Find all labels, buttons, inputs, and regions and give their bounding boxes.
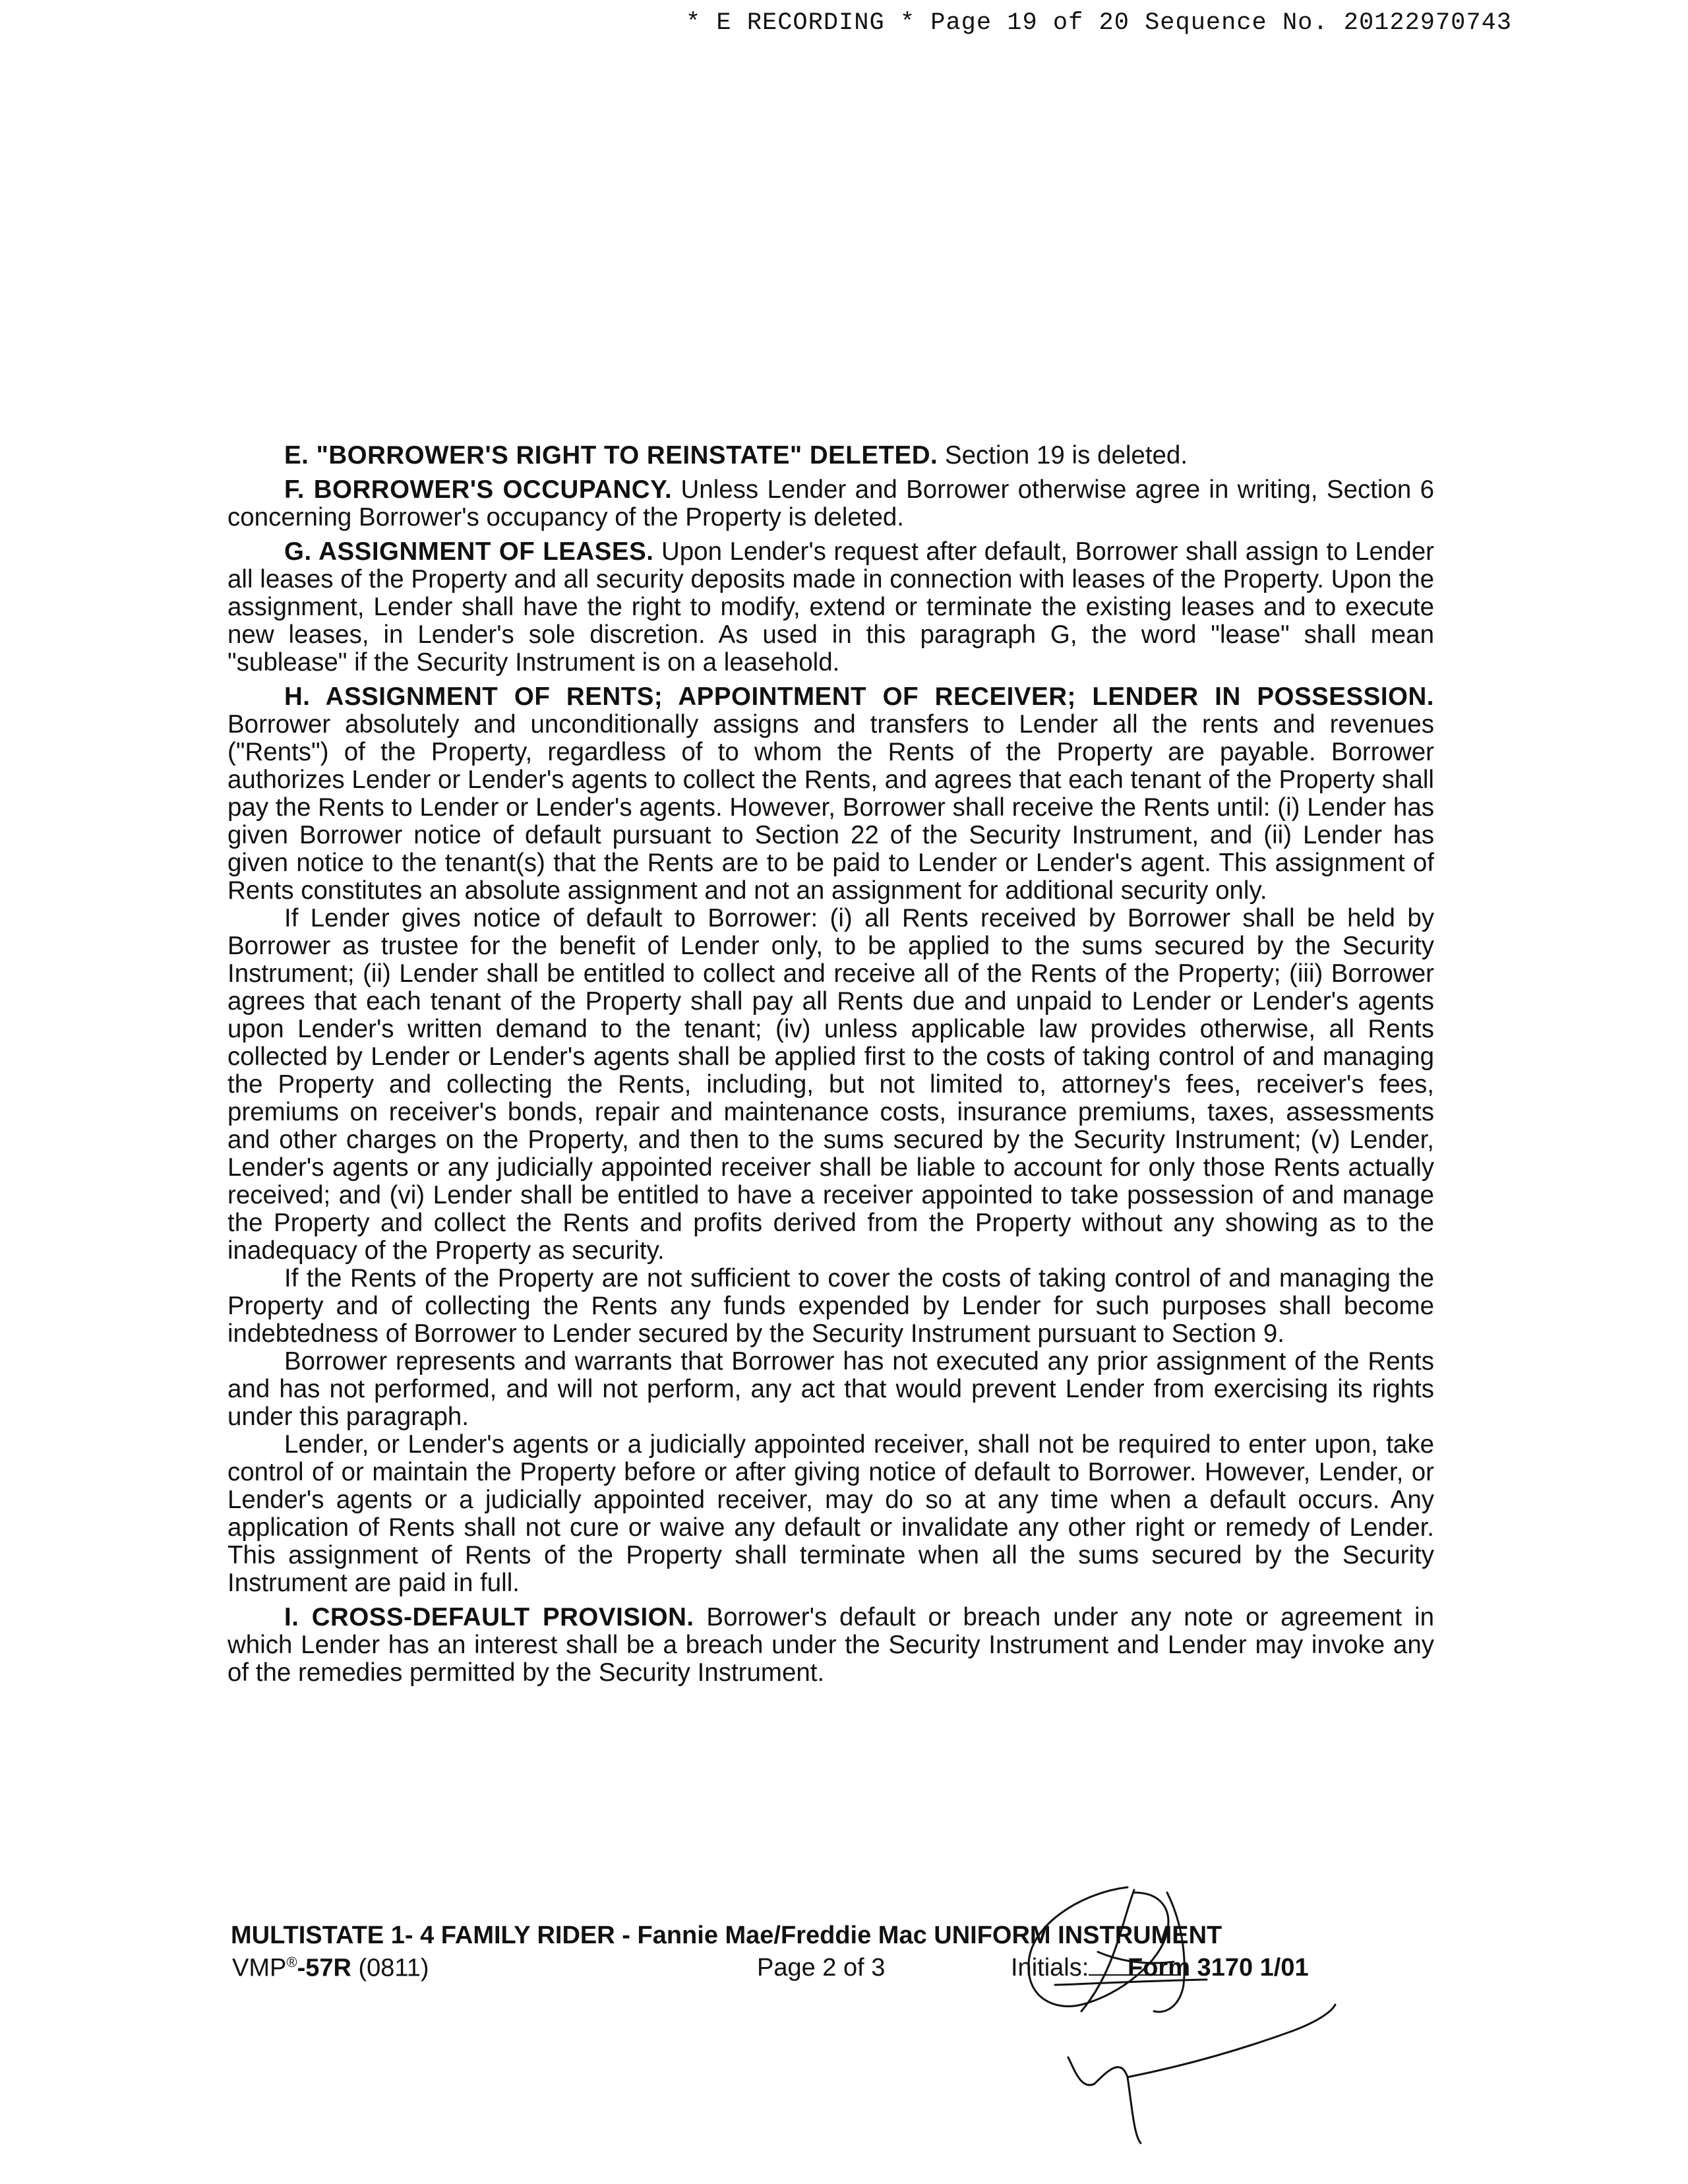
form-footer-line2 (231, 1954, 1444, 1986)
vmp-registered-mark: ® (286, 1954, 297, 1970)
form-title-rest: - Fannie Mae/Freddie Mac UNIFORM INSTRUMENT (615, 1922, 1222, 1949)
form-footer (231, 1922, 1444, 1986)
section-e (227, 442, 1434, 470)
section-i-heading: I. CROSS-DEFAULT PROVISION. (284, 1603, 694, 1631)
section-g-text: Upon Lender's request after default, Borrower shall assign to Lender all leases of the Property and all security deposits made in connection with leases of the Property. Upon the assignment, Lender shall have the right to modify, extend or terminate the existing leases and to execute new leases, in Lender's sole discretion. As used in this paragraph G, the word "lease" shall mean "sublease" if the Security Instrument is on a leasehold. (227, 537, 1434, 677)
section-h-paragraph-3: If the Rents of the Property are not sufficient to cover the costs of taking control of and managing the Property and of collecting the Rents any funds expended by Lender for such purposes shall become indebtedness of Borrower to Lender secured by the Security Instrument pursuant to Section 9. (227, 1264, 1434, 1348)
vmp-code (232, 1954, 429, 1983)
vmp-prefix: VMP (232, 1954, 287, 1982)
section-f-heading: F. BORROWER'S OCCUPANCY. (284, 475, 673, 504)
section-g-heading: G. ASSIGNMENT OF LEASES. (284, 537, 654, 566)
form-title-bold: MULTISTATE 1- 4 FAMILY RIDER (231, 1922, 615, 1949)
section-i-text: Borrower's default or breach under any note or agreement in which Lender has an interest shall be a breach under the Security Instrument and Lender may invoke any of the remedies permitted by the Security Instrument. (227, 1603, 1434, 1687)
recording-header: * E RECORDING * Page 19 of 20 Sequence No. 20122970743 (686, 9, 1512, 37)
section-h-paragraph-2: If Lender gives notice of default to Borrower: (i) all Rents received by Borrower shall be held by Borrower as trustee for the benefit of Lender only, to be applied to the sums secured by the Security Instrument; (ii) Lender shall be entitled to collect and receive all of the Rents of the Property; (iii) Borrower agrees that each tenant of the Property shall pay all Rents due and unpaid to Lender or Lender's agents upon Lender's written demand to the tenant; (iv) unless applicable law provides otherwise, all Rents collected by Lender or Lender's agents shall be applied first to the costs of taking control of and managing the Property and collecting the Rents, including, but not limited to, attorney's fees, receiver's fees, premiums on receiver's bonds, repair and maintenance costs, insurance premiums, taxes, assessments and other charges on the Property, and then to the sums secured by the Security Instrument; (v) Lender, Lender's agents or any judicially appointed receiver shall be liable to account for only those Rents actually received; and (vi) Lender shall be entitled to have a receiver appointed to take possession of and manage the Property and collect the Rents and profits derived from the Property without any showing as to the inadequacy of the Property as security. (227, 904, 1434, 1265)
rider-body (227, 442, 1434, 1693)
section-h-text: Borrower absolutely and unconditionally assigns and transfers to Lender all the rents and revenues ("Rents") of the Property, regardless of to whom the Rents of the Property are payable. Borrower authorizes Lender or Lender's agents to collect the Rents, and agrees that each tenant of the Property shall pay the Rents to Lender or Lender's agents. However, Borrower shall receive the Rents until: (i) Lender has given Borrower notice of default pursuant to Section 22 of the Security Instrument, and (ii) Lender has given notice to the tenant(s) that the Rents are to be paid to Lender or Lender's agent. This assignment of Rents constitutes an absolute assignment and not an assignment for additional security only. (227, 710, 1434, 905)
section-e-heading: E. "BORROWER'S RIGHT TO REINSTATE" DELETED. (284, 441, 938, 470)
section-i (227, 1604, 1434, 1687)
form-number: Form 3170 1/01 (1128, 1954, 1309, 1982)
section-h (227, 683, 1434, 905)
section-h-paragraph-4: Borrower represents and warrants that Borrower has not executed any prior assignment of the Rents and has not performed, and will not perform, any act that would prevent Lender from exercising its rights under this paragraph. (227, 1347, 1434, 1431)
section-h-paragraph-5: Lender, or Lender's agents or a judicially appointed receiver, shall not be required to enter upon, take control of or maintain the Property before or after giving notice of default to Borrower. However, Lender, or Lender's agents or a judicially appointed receiver, may do so at any time when a default occurs. Any application of Rents shall not cure or waive any default or invalidate any other right or remedy of Lender. This assignment of Rents of the Property shall terminate when all the sums secured by the Security Instrument are paid in full. (227, 1430, 1434, 1597)
initials-label: Initials: (1011, 1954, 1089, 1982)
vmp-number: -57R (297, 1954, 351, 1982)
form-title (231, 1922, 1444, 1950)
section-e-text: Section 19 is deleted. (938, 441, 1188, 470)
section-g (227, 538, 1434, 677)
vmp-revision: (0811) (351, 1954, 429, 1982)
section-f-text: Unless Lender and Borrower otherwise agree in writing, Section 6 concerning Borrower's occupancy of the Property is deleted. (227, 475, 1434, 531)
section-h-heading: H. ASSIGNMENT OF RENTS; APPOINTMENT OF RECEIVER; LENDER IN POSSESSION. (284, 682, 1434, 711)
page-number: Page 2 of 3 (757, 1954, 886, 1982)
section-f (227, 476, 1434, 531)
